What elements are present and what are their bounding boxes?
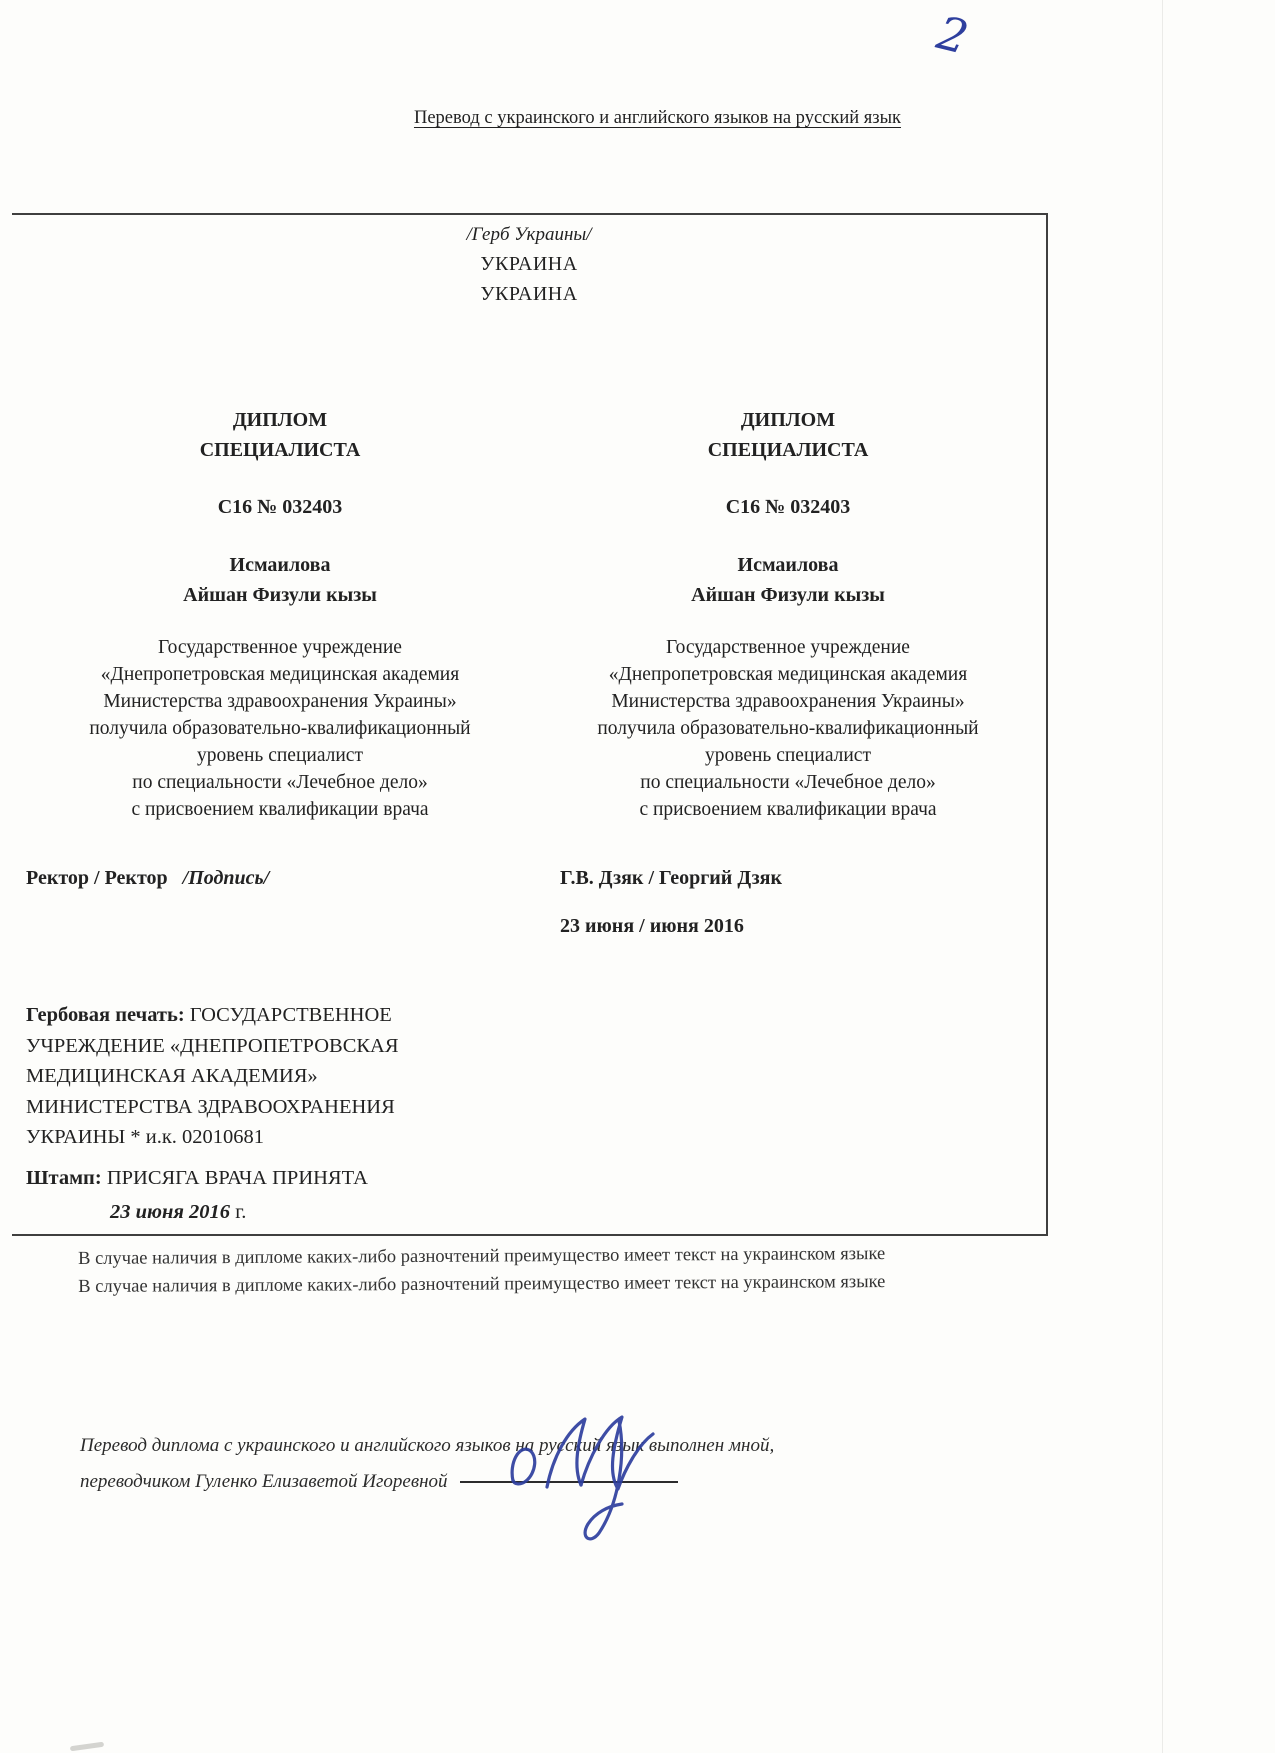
diploma-translation-box [12, 213, 1048, 1236]
body-line: Министерства здравоохранения Украины» [611, 691, 965, 712]
body-line: по специальности «Лечебное дело» [640, 772, 936, 793]
diploma-column-left [40, 405, 520, 823]
handwritten-page-number: 2 [931, 5, 974, 65]
body-line: с присвоением квалификации врача [131, 799, 429, 820]
holder-given-names: Айшан Физули кызы [691, 584, 885, 606]
diploma-holder [548, 550, 1028, 610]
body-line: «Днепропетровская медицинская академия [100, 664, 460, 685]
signature-stroke [512, 1449, 535, 1484]
official-seal-text [26, 1000, 496, 1153]
diploma-title-line1: ДИПЛОМ [232, 409, 328, 431]
seal-line [26, 1000, 496, 1031]
diploma-serial: С16 № 032403 [217, 496, 343, 518]
stamp-date: 23 июня 2016 [110, 1201, 231, 1223]
body-line: Министерства здравоохранения Украины» [103, 691, 457, 712]
rector-name: Г.В. Дзяк / Георгий Дзяк [560, 867, 782, 889]
seal-label: Гербовая печать: [26, 1004, 185, 1026]
signature-note: /Подпись/ [182, 867, 270, 889]
diploma-body [40, 634, 520, 823]
signature-stroke [547, 1419, 585, 1487]
translation-header-text: Перевод с украинского и английского языков на русский язык [413, 108, 902, 128]
body-line: с присвоением квалификации врача [639, 799, 937, 820]
rector-signature-line [26, 867, 269, 890]
diploma-title-line2: СПЕЦИАЛИСТА [707, 439, 869, 461]
body-line: получила образовательно-квалификационный [597, 718, 979, 739]
holder-surname: Исмаилова [229, 554, 331, 576]
diploma-title-line2: СПЕЦИАЛИСТА [199, 439, 361, 461]
body-line: получила образовательно-квалификационный [89, 718, 471, 739]
diploma-date: 23 июня / июня 2016 [560, 915, 744, 937]
diploma-column-right [548, 405, 1028, 823]
body-line: «Днепропетровская медицинская академия [608, 664, 968, 685]
stamp-label: Штамп: [26, 1167, 102, 1189]
translator-name-text: переводчиком Гуленко Елизаветой Игоревной [80, 1471, 448, 1492]
scan-edge-artifact [1162, 0, 1163, 1753]
body-line: уровень специалист [705, 745, 871, 766]
translation-header [20, 108, 1275, 129]
seal-line1-rest: ГОСУДАРСТВЕННОЕ [189, 1004, 392, 1026]
rector-label: Ректор / Ректор [26, 867, 168, 889]
body-line: уровень специалист [197, 745, 363, 766]
signature-stroke [581, 1417, 653, 1489]
country-name-line2: УКРАИНА [480, 283, 578, 305]
translator-signature [495, 1385, 695, 1550]
stamp-date-line [110, 1201, 246, 1224]
scan-smudge [70, 1742, 104, 1752]
diploma-holder [40, 550, 520, 610]
seal-line: УЧРЕЖДЕНИЕ «ДНЕПРОПЕТРОВСКАЯ [26, 1034, 399, 1057]
diploma-body [548, 634, 1028, 823]
footnote-line1: В случае наличия в дипломе каких-либо разночтений преимущество имеет текст на украинском языке [78, 1244, 886, 1269]
discrepancy-footnote [78, 1240, 1038, 1301]
body-line: по специальности «Лечебное дело» [132, 772, 428, 793]
stamp-text [26, 1167, 368, 1190]
diploma-title [40, 405, 520, 465]
body-line: Государственное учреждение [666, 637, 910, 658]
stamp-date-suffix: г. [235, 1201, 247, 1223]
seal-line: МИНИСТЕРСТВА ЗДРАВООХРАНЕНИЯ [26, 1095, 395, 1118]
emblem-block [12, 221, 1046, 309]
body-line: Государственное учреждение [158, 637, 402, 658]
seal-line: МЕДИЦИНСКАЯ АКАДЕМИЯ» [26, 1065, 318, 1087]
diploma-title-line1: ДИПЛОМ [740, 409, 836, 431]
emblem-note: /Герб Украины/ [466, 224, 592, 245]
country-name-line1: УКРАИНА [480, 253, 578, 275]
holder-surname: Исмаилова [737, 554, 839, 576]
diploma-title [548, 405, 1028, 465]
diploma-serial: С16 № 032403 [725, 496, 851, 518]
translator-statement-line1: Перевод диплома с украинского и английского языков на русский язык выполнен мной, [80, 1435, 775, 1456]
holder-given-names: Айшан Физули кызы [183, 584, 377, 606]
stamp-oath-text: ПРИСЯГА ВРАЧА ПРИНЯТА [106, 1167, 368, 1189]
seal-line: УКРАИНЫ * и.к. 02010681 [26, 1126, 265, 1148]
footnote-line2: В случае наличия в дипломе каких-либо разночтений преимущество имеет текст на украинском языке [78, 1271, 886, 1297]
